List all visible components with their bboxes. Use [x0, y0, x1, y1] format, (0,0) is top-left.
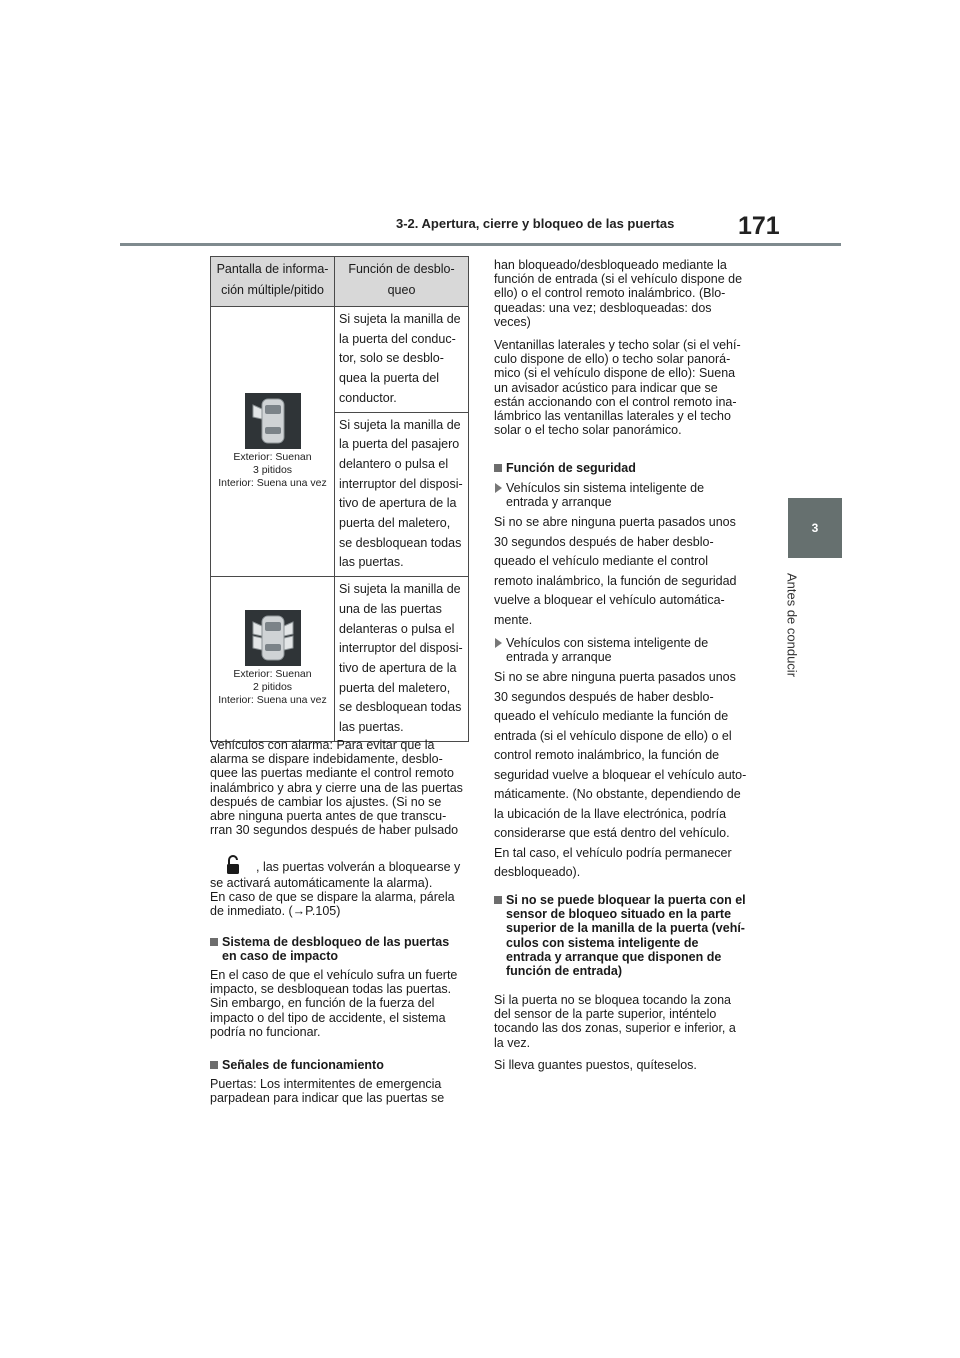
page-number: 171	[738, 212, 780, 240]
chapter-label: Antes de conducir	[784, 572, 800, 678]
security-paragraph-2: Si no se abre ninguna puerta pasados unos 30 segundos después de haber desblo- queado el vehículo mediante la función de entrada (si el vehículo dispone de ello) o el control remoto inalámbrico, la función de seguridad vuelve a bloquear el vehículo auto- máticamente. (No obstante, dependiendo de la ubicación de la llave electrónica, podría considerarse que está dentro del vehículo. En tal caso, el vehículo podría permanecer desbloqueado).	[494, 670, 747, 879]
chapter-number: 3	[811, 521, 819, 535]
continued-paragraph: han bloqueado/desbloqueado mediante la función de entrada (si el vehículo dispone de ello) o el control remoto inalámbrico. (Blo- queadas: una vez; desbloqueadas: dos veces)	[494, 258, 743, 329]
display-text-2: Exterior: Suenan 2 pitidos Interior: Suena una vez	[218, 668, 327, 707]
display-cell-1	[211, 307, 335, 577]
alarm-paragraph: Vehículos con alarma: Para evitar que la alarma se dispare indebidamente, desblo- quee las puertas mediante el control remoto inalámbrico y abra y cierre una de las puertas después de cambiar los ajustes. (Si no se abre ninguna puerta antes de que transcu- rran 30 segundos después de haber pulsado	[210, 738, 463, 838]
gloves-paragraph: Si lleva guantes puestos, quíteselos.	[494, 1058, 697, 1072]
table-header-row	[211, 257, 469, 307]
alarm-paragraph-end: se activará automáticamente la alarma). En caso de que se dispare la alarma, párela de inmediato. (→P.105)	[210, 876, 455, 919]
function-cell-front-doors: Si sujeta la manilla de una de las puertas delanteras o pulsa el interruptor del disposi- tivo de apertura de la puerta del maletero, se desbloquean todas las puertas.	[335, 577, 469, 742]
alarm-paragraph-inline: , las puertas volverán a bloquearse y	[256, 860, 461, 874]
table-row	[211, 577, 469, 742]
function-cell-passenger: Si sujeta la manilla de la puerta del pasajero delantero o pulsa el interruptor del disposi- tivo de apertura de la puerta del maletero, se desbloquean todas las puertas.	[335, 412, 469, 577]
security-heading: Función de seguridad	[494, 461, 636, 475]
sub-heading-without-smart: Vehículos sin sistema inteligente de entrada y arranque	[494, 481, 704, 509]
windows-paragraph: Ventanillas laterales y techo solar (si el vehí- culo dispone de ello) o techo solar panorá- mico (si el vehículo dispone de ello): Suena un avisador acústico para indicar que se están accionando con el control remoto ina- lámbrico las ventanillas laterales y el techo solar o el techo solar panorámico.	[494, 338, 741, 438]
signals-heading: Señales de funcionamiento	[210, 1058, 384, 1072]
section-title: 3-2. Apertura, cierre y bloqueo de las puertas	[396, 216, 675, 231]
impact-paragraph: En el caso de que el vehículo sufra un fuerte impacto, se desbloquean todas las puertas. Sin embargo, en función de la fuerza del impacto o del tipo de accidente, el sistema podría no funcionar.	[210, 968, 458, 1039]
signals-paragraph: Puertas: Los intermitentes de emergencia parpadean para indicar que las puertas se	[210, 1077, 445, 1106]
header-rule	[120, 243, 841, 246]
function-cell-driver: Si sujeta la manilla de la puerta del conduc- tor, solo se desblo- quea la puerta del conductor.	[335, 307, 469, 413]
sub-heading-with-smart: Vehículos con sistema inteligente de entrada y arranque	[494, 636, 708, 664]
sensor-heading: Si no se puede bloquear la puerta con el sensor de bloqueo situado en la parte superior de la manilla de la puerta (vehí- culos con sistema inteligente de entrada y arranque que disponen de función de entrada)	[494, 893, 746, 978]
unlock-icon	[225, 854, 241, 876]
unlock-function-table	[210, 256, 469, 742]
display-cell-2	[211, 577, 335, 742]
car-all-doors-open-icon	[245, 610, 301, 666]
chapter-label-box	[772, 570, 812, 680]
security-paragraph-1: Si no se abre ninguna puerta pasados unos 30 segundos después de haber desblo- queado el vehículo mediante el control remoto inalámbrico, la función de seguridad vuelve a bloquear el vehículo automática- mente.	[494, 515, 737, 627]
chapter-tab[interactable]	[788, 498, 842, 558]
impact-heading: Sistema de desbloqueo de las puertas en caso de impacto	[210, 935, 449, 963]
sensor-paragraph: Si la puerta no se bloquea tocando la zona del sensor de la parte superior, inténtelo tocando las dos zonas, superior e inferior, a la vez.	[494, 993, 736, 1050]
table-row	[211, 307, 469, 413]
car-one-door-open-icon	[245, 393, 301, 449]
display-text-1: Exterior: Suenan 3 pitidos Interior: Suena una vez	[218, 451, 327, 490]
table-header-function: Función de desblo- queo	[335, 257, 469, 307]
table-header-display: Pantalla de informa- ción múltiple/pitido	[211, 257, 335, 307]
